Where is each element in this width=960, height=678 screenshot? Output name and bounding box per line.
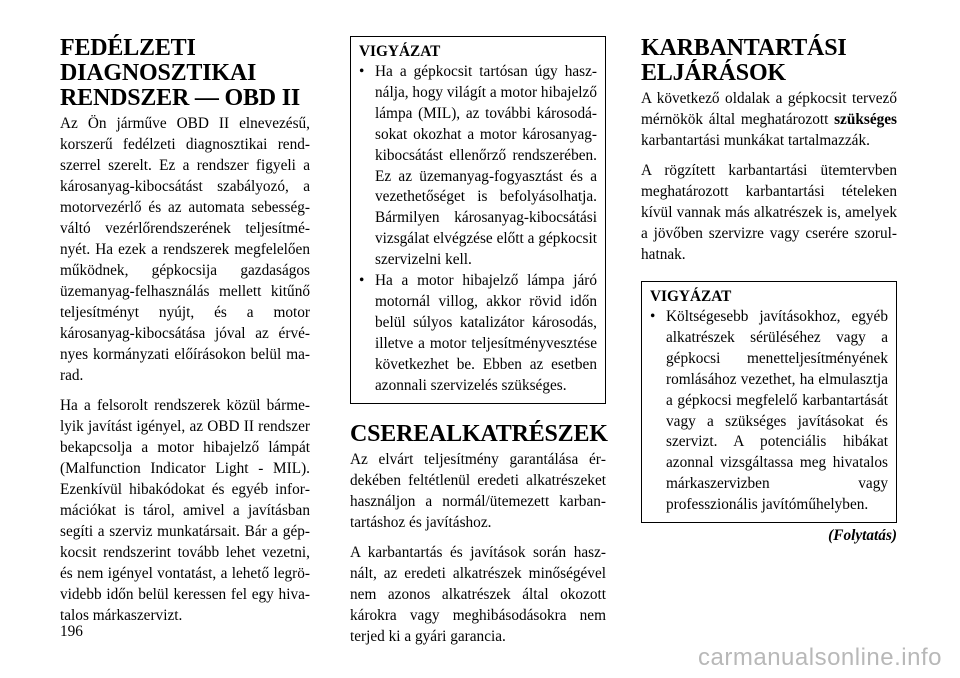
maintenance-paragraph-2: A rögzített karbantartási ütemtervben meghatározott karbantartási tételeken kívül vannak más alkatrészek is, amelyek a jövőben szervizre vagy cserére szorulhatnak.: [641, 162, 897, 263]
warning-title: VIGYÁZAT: [650, 288, 732, 305]
column-left: [60, 36, 310, 635]
parts-heading: CSEREALKATRÉSZEK: [350, 420, 608, 447]
warning-item: • Költségesebb javításokhoz, egyéb alkatrészek sérüléséhez vagy a gépkocsi menetteljesítményének romlásához vezethet, ha elmulasztja a gépkocsi megfelelő karbantartását vagy a szükséges javításokat és szervizt. A potenciális hibákat azonnal vizsgáltassa meg hivatalos márkaszervizben vagy professzionális javítóműhelyben.: [650, 307, 888, 516]
warning-item: • Ha a gépkocsit tartósan úgy használja, hogy világít a motor hibajelző lámpa (MIL), az további károsodásokat okozhat a motor károsanyag-kibocsátást ellenőrző rendszerében. Ez az üzemanyag-fogyasztást és a vezethetőséget is befolyásolhatja. Bármilyen károsanyag-kibocsátási vizsgálat elvégzése előtt a gépkocsit szervizelni kell.: [359, 62, 597, 271]
maintenance-heading: KARBANTARTÁSI ELJÁRÁSOK: [641, 35, 847, 86]
column-middle: [350, 36, 606, 656]
maintenance-text: A következő oldalak a gépkocsit tervező mérnökök által meghatározott: [641, 90, 897, 128]
watermark: carmanualsonline.info: [698, 644, 942, 671]
obd-heading: FEDÉLZETI DIAGNOSZTIKAI RENDSZER — OBD II: [60, 35, 300, 111]
warning-title: VIGYÁZAT: [359, 43, 441, 60]
warning-box-maintenance: [641, 281, 897, 523]
warning-box-obd: [350, 36, 606, 404]
obd-paragraph-2: Ha a felsorolt rendszerek közül bármelyik javítást igényel, az OBD II rendszer bekapcsolja a motor hibajelző lámpát (Malfunction Indicator Light - MIL). Ezenkívül hibakódokat és egyéb információkat is tárol, amivel a javításban segíti a szerviz munkatársait. Bár a gépkocsit rendszerint tovább lehet vezetni, és nem igényel vontatást, a lehető legrövidebb időn belül keressen fel egy hivatalos márkaszervizt.: [60, 397, 310, 624]
maintenance-emphasis: szükséges: [834, 111, 897, 128]
column-right: [641, 36, 897, 545]
maintenance-text: karbantartási munkákat tartalmazzák.: [641, 132, 870, 149]
warning-list: [359, 62, 597, 397]
page-number: 196: [60, 623, 83, 640]
maintenance-paragraph-1: [641, 88, 897, 151]
parts-paragraph-1: Az elvárt teljesítmény garantálása érdekében feltétlenül eredeti alkatrészeket használjon a normál/ütemezett karbantartáshoz és javításhoz.: [350, 450, 606, 531]
continued-label: (Folytatás): [828, 527, 897, 545]
warning-item: • Ha a motor hibajelző lámpa járó motornál villog, akkor rövid időn belül súlyos katalizátor károsodás, illetve a motor teljesítményvesztése következhet be. Ebben az esetben azonnali szervizelés szükséges.: [359, 271, 597, 396]
warning-list: [650, 307, 888, 516]
obd-paragraph-1: Az Ön járműve OBD II elnevezésű, korszerű fedélzeti diagnosztikai rendszerrel szerelt. Ez a rendszer figyeli a károsanyag-kibocsátást szabályozó, a motorvezérlő és az automata sebességváltó vezérlőrendszerének teljesítményét. Ha ezek a rendszerek megfelelően működnek, gépkocsija gazdaságos üzemanyag-felhasználás mellett kitűnő teljesítményt nyújt, és a motor károsanyag-kibocsátása jóval az érvényes kormányzati előírásokon belül marad.: [60, 115, 310, 384]
parts-paragraph-2: A karbantartás és javítások során használt, az eredeti alkatrészek minőségével nem azonos alkatrészek által okozott károkra vagy meghibásodásokra nem terjed ki a gyári garancia.: [350, 543, 606, 645]
